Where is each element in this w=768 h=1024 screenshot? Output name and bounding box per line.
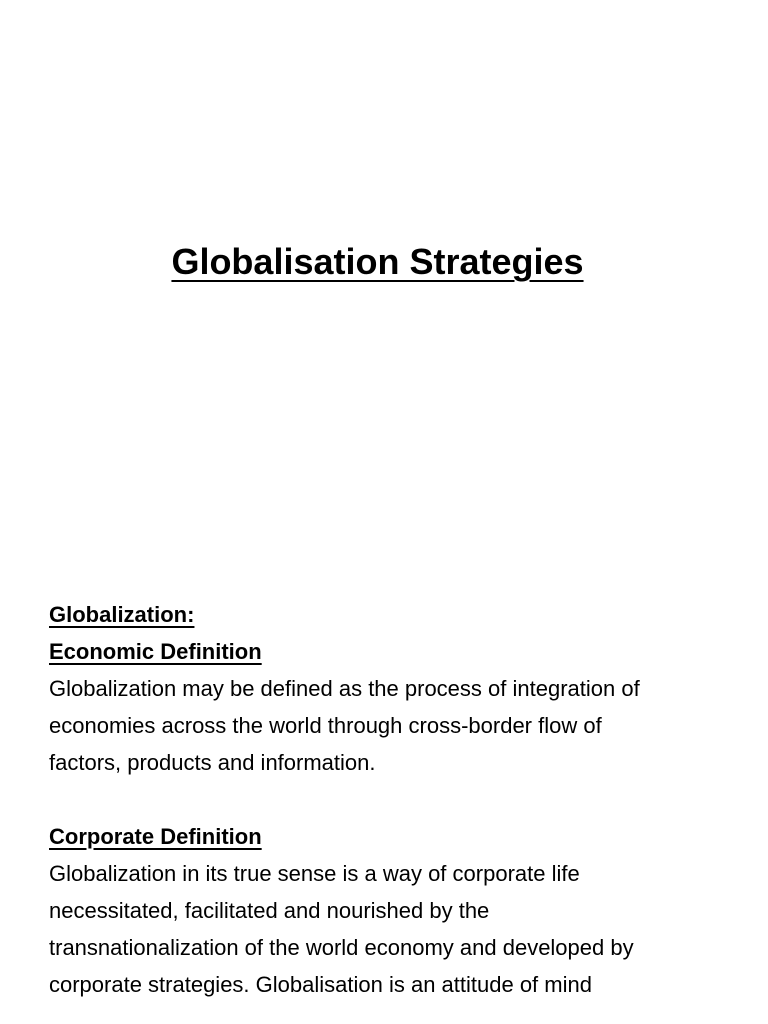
paragraph-line: transnationalization of the world economy and developed by [49,935,634,960]
paragraph-line: Globalization in its true sense is a way of corporate life [49,861,580,886]
paragraph-line: economies across the world through cross-border flow of [49,713,602,738]
section-heading-globalization: Globalization: [49,602,195,627]
paragraph-line: factors, products and information. [49,750,376,775]
subheading-corporate-definition: Corporate Definition [49,824,262,849]
paragraph-line: necessitated, facilitated and nourished by the [49,898,490,923]
document-title: Globalisation Strategies [171,241,584,282]
paragraph-line: Globalization may be defined as the process of integration of [49,676,640,701]
paragraph-corporate-definition [49,855,749,1003]
document-body [49,596,749,1003]
paragraph-spacer [49,781,749,818]
paragraph-line: corporate strategies. Globalisation is an attitude of mind [49,972,592,997]
subheading-economic-definition: Economic Definition [49,639,262,664]
paragraph-economic-definition [49,670,749,781]
